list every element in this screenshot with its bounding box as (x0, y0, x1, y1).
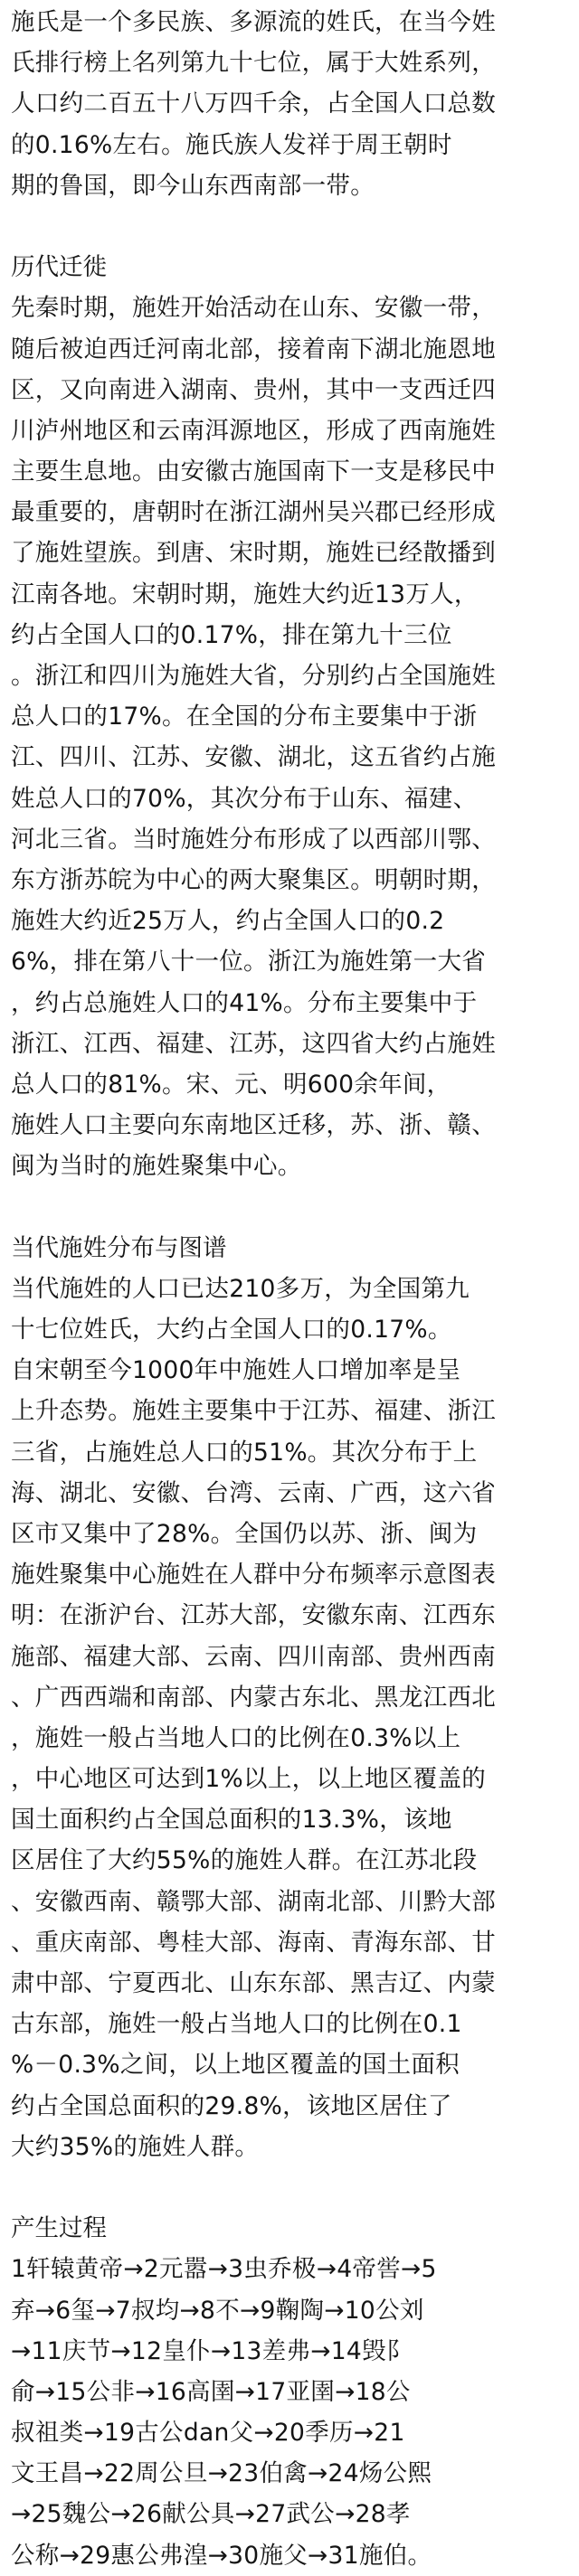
section-lineage (11, 2208, 568, 2576)
text-line: 总人口的17%。在全国的分布主要集中于浙 (11, 703, 478, 731)
text-line: 、广西西端和南部、内蒙古东北、黑龙江西北 (11, 1683, 496, 1712)
text-line: 江、四川、江苏、安徽、湖北，这五省约占施 (11, 743, 496, 772)
text-line: 明：在浙沪台、江苏大部，安徽东南、江西东 (11, 1601, 496, 1630)
text-line: 约占全国人口的0.17%，排在第九十三位 (11, 620, 452, 649)
text-line: 区市又集中了28%。全国仍以苏、浙、闽为 (11, 1519, 478, 1548)
section-spacer (11, 1186, 568, 1227)
section-spacer (11, 206, 568, 247)
text-line: 最重要的，唐朝时在浙江湖州吴兴郡已经形成 (11, 498, 496, 527)
text-line: 了施姓望族。到唐、宋时期，施姓已经散播到 (11, 539, 496, 568)
text-line: 氏排行榜上名列第九十七位，属于大姓系列， (11, 49, 496, 78)
lineage-line: →25魏公→26献公具→27武公→28孝 (11, 2500, 411, 2529)
text-line: 施姓大约近25万人，约占全国人口的0.2 (11, 907, 445, 936)
text-line: 主要生息地。由安徽古施国南下一支是移民中 (11, 458, 496, 486)
section-migration (11, 247, 568, 1186)
text-line: 古东部，施姓一般占当地人口的比例在0.1 (11, 2010, 462, 2039)
text-line: 江南各地。宋朝时期，施姓大约近13万人， (11, 580, 479, 609)
text-line: 先秦时期，施姓开始活动在山东、安徽一带， (11, 294, 496, 323)
text-line: 河北三省。当时施姓分布形成了以西部川鄂、 (11, 825, 496, 854)
text-line: 浙江、江西、福建、江苏，这四省大约占施姓 (11, 1029, 496, 1058)
text-line: 6%，排在第八十一位。浙江为施姓第一大省 (11, 948, 487, 977)
intro-paragraph (11, 2, 568, 206)
text-line: 国土面积约占全国总面积的13.3%，该地 (11, 1806, 452, 1835)
text-line: 三省，占施姓总人口的51%。其次分布于上 (11, 1438, 478, 1467)
text-line: 区，又向南进入湖南、贵州，其中一支西迁四 (11, 375, 496, 404)
section-heading: 产生过程 (11, 2214, 107, 2243)
text-line: 施姓聚集中心施姓在人群中分布频率示意图表 (11, 1561, 496, 1590)
text-line: 、重庆南部、粤桂大部、海南、青海东部、甘 (11, 1928, 496, 1957)
section-heading: 历代迁徙 (11, 253, 107, 282)
text-line: 随后被迫西迁河南北部，接着南下湖北施恩地 (11, 335, 496, 363)
text-line: 东方浙苏皖为中心的两大聚集区。明朝时期， (11, 865, 496, 894)
lineage-line: 公称→29惠公弗湟→30施父→31施伯。 (11, 2541, 432, 2570)
lineage-line: →11庆节→12皇仆→13差弗→14毁阝 (11, 2336, 411, 2365)
lineage-line: 文王昌→22周公旦→23伯禽→24炀公熙 (11, 2459, 432, 2488)
text-line: 、安徽西南、赣鄂大部、湖南北部、川黔大部 (11, 1887, 496, 1916)
lineage-line: 1轩辕黄帝→2元嚣→3虫乔极→4帝喾→5 (11, 2255, 437, 2284)
text-line: 区居住了大约55%的施姓人群。在江苏北段 (11, 1846, 478, 1875)
text-line: 海、湖北、安徽、台湾、云南、广西，这六省 (11, 1478, 496, 1507)
section-distribution (11, 1228, 568, 2167)
text-line: ，施姓一般占当地人口的比例在0.3%以上 (11, 1723, 461, 1752)
text-line: ，中心地区可达到1%以上，以上地区覆盖的 (11, 1765, 487, 1794)
text-line: 施氏是一个多民族、多源流的姓氏，在当今姓 (11, 8, 496, 36)
text-line: %－0.3%之间，以上地区覆盖的国土面积 (11, 2051, 460, 2080)
text-line: 总人口的81%。宋、元、明600余年间， (11, 1070, 451, 1099)
text-line: 肃中部、宁夏西北、山东东部、黑吉辽、内蒙 (11, 1969, 496, 1997)
text-line: 自宋朝至今1000年中施姓人口增加率是呈 (11, 1356, 461, 1385)
text-line: 期的鲁国，即今山东西南部一带。 (11, 171, 375, 200)
text-line: 闽为当时的施姓聚集中心。 (11, 1152, 302, 1181)
text-line: 的0.16%左右。施氏族人发祥于周王朝时 (11, 130, 452, 159)
text-line: 施部、福建大部、云南、四川南部、贵州西南 (11, 1642, 496, 1671)
text-line: 大约35%的施姓人群。 (11, 2132, 260, 2161)
text-line: 十七位姓氏，大约占全国人口的0.17%。 (11, 1316, 452, 1344)
section-heading: 当代施姓分布与图谱 (11, 1233, 227, 1262)
text-line: 人口约二百五十八万四千余，占全国人口总数 (11, 90, 496, 118)
text-line: ，约占总施姓人口的41%。分布主要集中于 (11, 988, 478, 1017)
section-spacer (11, 2167, 568, 2208)
text-line: 姓总人口的70%，其次分布于山东、福建、 (11, 784, 478, 813)
text-line: 川泸州地区和云南洱源地区，形成了西南施姓 (11, 416, 496, 445)
text-line: 施姓人口主要向东南地区迁移，苏、浙、赣、 (11, 1111, 496, 1140)
lineage-line: 弃→6玺→7叔均→8不→9鞠陶→10公刘 (11, 2296, 424, 2325)
text-line: 上升态势。施姓主要集中于江苏、福建、浙江 (11, 1397, 496, 1426)
lineage-line: 叔祖类→19古公dan父→20季历→21 (11, 2419, 405, 2448)
text-line: 约占全国总面积的29.8%，该地区居住了 (11, 2091, 452, 2120)
text-line: 。浙江和四川为施姓大省，分别约占全国施姓 (11, 662, 496, 690)
text-line: 当代施姓的人口已达210多万，为全国第九 (11, 1274, 470, 1303)
lineage-line: 俞→15公非→16高圉→17亚圉→18公 (11, 2377, 411, 2406)
